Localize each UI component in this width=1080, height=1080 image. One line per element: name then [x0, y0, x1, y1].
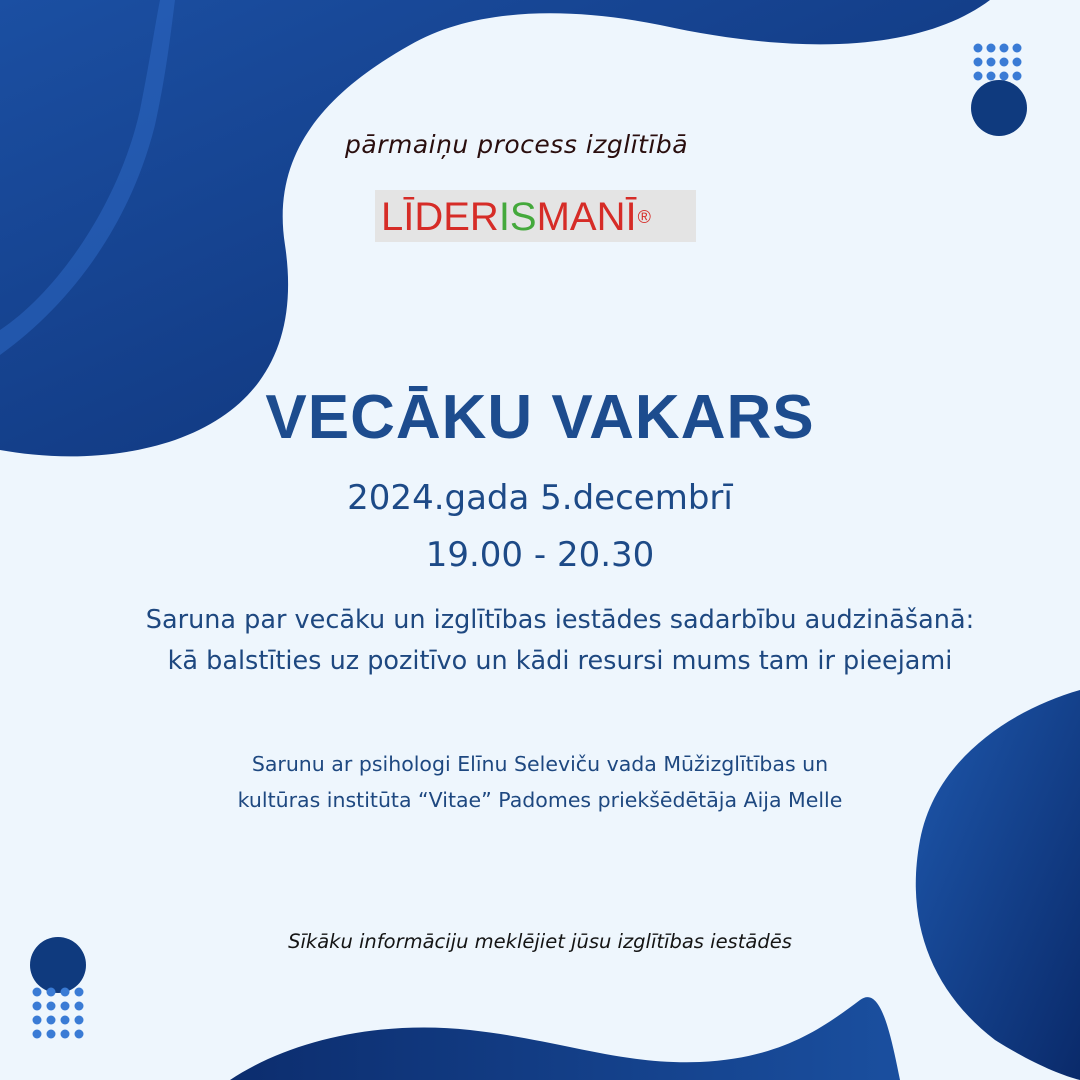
logo-text-part3: MANĪ [536, 195, 637, 239]
event-date: 2024.gada 5.decembrī [347, 478, 733, 518]
footer-note: Sīkāku informāciju meklējiet jūsu izglītības iestādēs [288, 930, 792, 953]
logo-text-part1: LĪDER [381, 195, 499, 239]
wave-bottom [230, 997, 900, 1080]
host-line-1: Sarunu ar psihologi Elīnu Seleviču vada Mūžizglītības un [251, 752, 829, 776]
event-topic [40, 600, 1080, 682]
event-title: VECĀKU VAKARS [265, 383, 815, 452]
registered-mark: ® [637, 207, 651, 227]
dots-decoration-top-right [974, 44, 1022, 81]
dots-decoration-bottom-left [33, 988, 84, 1039]
circle-decoration-top-right [971, 80, 1027, 136]
event-host-info [0, 746, 1080, 818]
event-time: 19.00 - 20.30 [425, 535, 655, 575]
tagline: pārmaiņu process izglītībā [345, 130, 689, 159]
logo-text-part2: IS [498, 195, 537, 239]
topic-line-1: Saruna par vecāku un izglītības iestādes sadarbību audzināšanā: [145, 605, 975, 635]
topic-line-2: kā balstīties uz pozitīvo un kādi resursi mums tam ir pieejami [167, 646, 953, 676]
host-line-2: kultūras institūta “Vitae” Padomes priekšēdētāja Aija Melle [237, 788, 843, 812]
liderisMani-logo [375, 190, 696, 242]
